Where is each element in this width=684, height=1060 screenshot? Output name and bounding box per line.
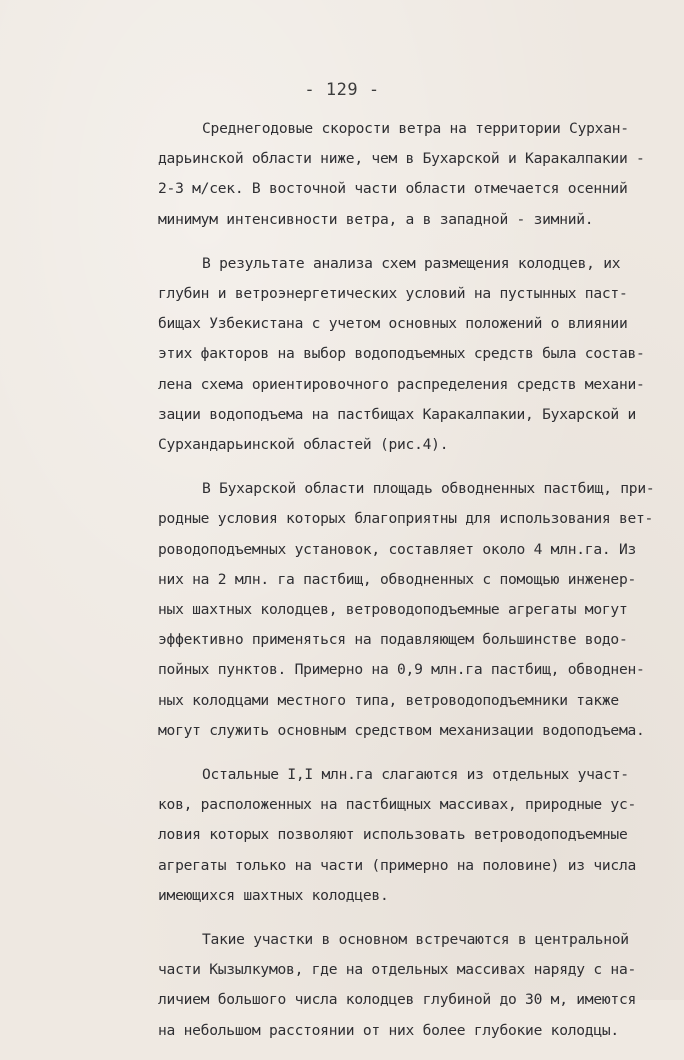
text-line: эффективно применяться на подавляющем большинстве водо- — [158, 631, 628, 649]
document-body — [158, 114, 680, 1060]
text-line: зации водоподъема на пастбищах Каракалпакии, Бухарской и — [158, 405, 637, 423]
text-line: пойных пунктов. Примерно на 0,9 млн.га пастбищ, обводнен- — [158, 661, 645, 679]
text-line: этих факторов на выбор водоподъемных средств была состав- — [158, 345, 645, 363]
text-line: ных колодцами местного типа, ветроводоподъемники также — [158, 691, 619, 709]
text-line: глубин и ветроэнергетических условий на пустынных паст- — [158, 285, 628, 303]
text-line: агрегаты только на части (примерно на половине) из числа — [158, 856, 637, 874]
text-line: имеющихся шахтных колодцев. — [158, 886, 389, 904]
text-line: Остальные I,I млн.га слагаются из отдельных участ- — [202, 766, 629, 784]
paragraph-3 — [158, 474, 680, 746]
text-line: лена схема ориентировочного распределения средств механи- — [158, 375, 645, 393]
text-line: личием большого числа колодцев глубиной до 30 м, имеются — [158, 991, 637, 1009]
text-line: Среднегодовые скорости ветра на территории Сурхан- — [202, 120, 629, 137]
text-line: Такие участки в основном встречаются в центральной — [202, 931, 629, 949]
paragraph-4 — [158, 760, 680, 911]
text-line: бищах Узбекистана с учетом основных положений о влиянии — [158, 315, 628, 333]
text-line: дарьинской области ниже, чем в Бухарской и Каракалпакии - — [158, 150, 645, 168]
text-line: ков, расположенных на пастбищных массивах, природные ус- — [158, 796, 637, 814]
text-line: ных шахтных колодцев, ветроводоподъемные агрегаты могут — [158, 601, 628, 619]
text-line: В результате анализа схем размещения колодцев, их — [202, 254, 621, 272]
text-line: 2-3 м/сек. В восточной части области отмечается осенний — [158, 180, 628, 198]
text-line: могут служить основным средством механизации водоподъема. — [158, 721, 645, 739]
text-line: родные условия которых благоприятны для использования вет- — [158, 510, 654, 528]
text-line: В Бухарской области площадь обводненных пастбищ, при- — [202, 480, 655, 498]
text-line: минимум интенсивности ветра, а в западной - зимний. — [158, 210, 594, 228]
paragraph-2 — [158, 249, 680, 460]
text-line: части Кызылкумов, где на отдельных массивах наряду с на- — [158, 961, 637, 979]
text-line: на небольшом расстоянии от них более глубокие колодцы. — [158, 1021, 619, 1039]
paragraph-1 — [158, 114, 680, 235]
text-line: них на 2 млн. га пастбищ, обводненных с помощью инженер- — [158, 570, 637, 588]
text-line: ловия которых позволяют использовать ветроводоподъемные — [158, 826, 628, 844]
page-number: - 129 - — [304, 80, 380, 100]
text-line: Сурхандарьинской областей (рис.4). — [158, 436, 449, 454]
text-line: роводоподъемных установок, составляет около 4 млн.га. Из — [158, 540, 637, 558]
paragraph-5 — [158, 925, 680, 1046]
